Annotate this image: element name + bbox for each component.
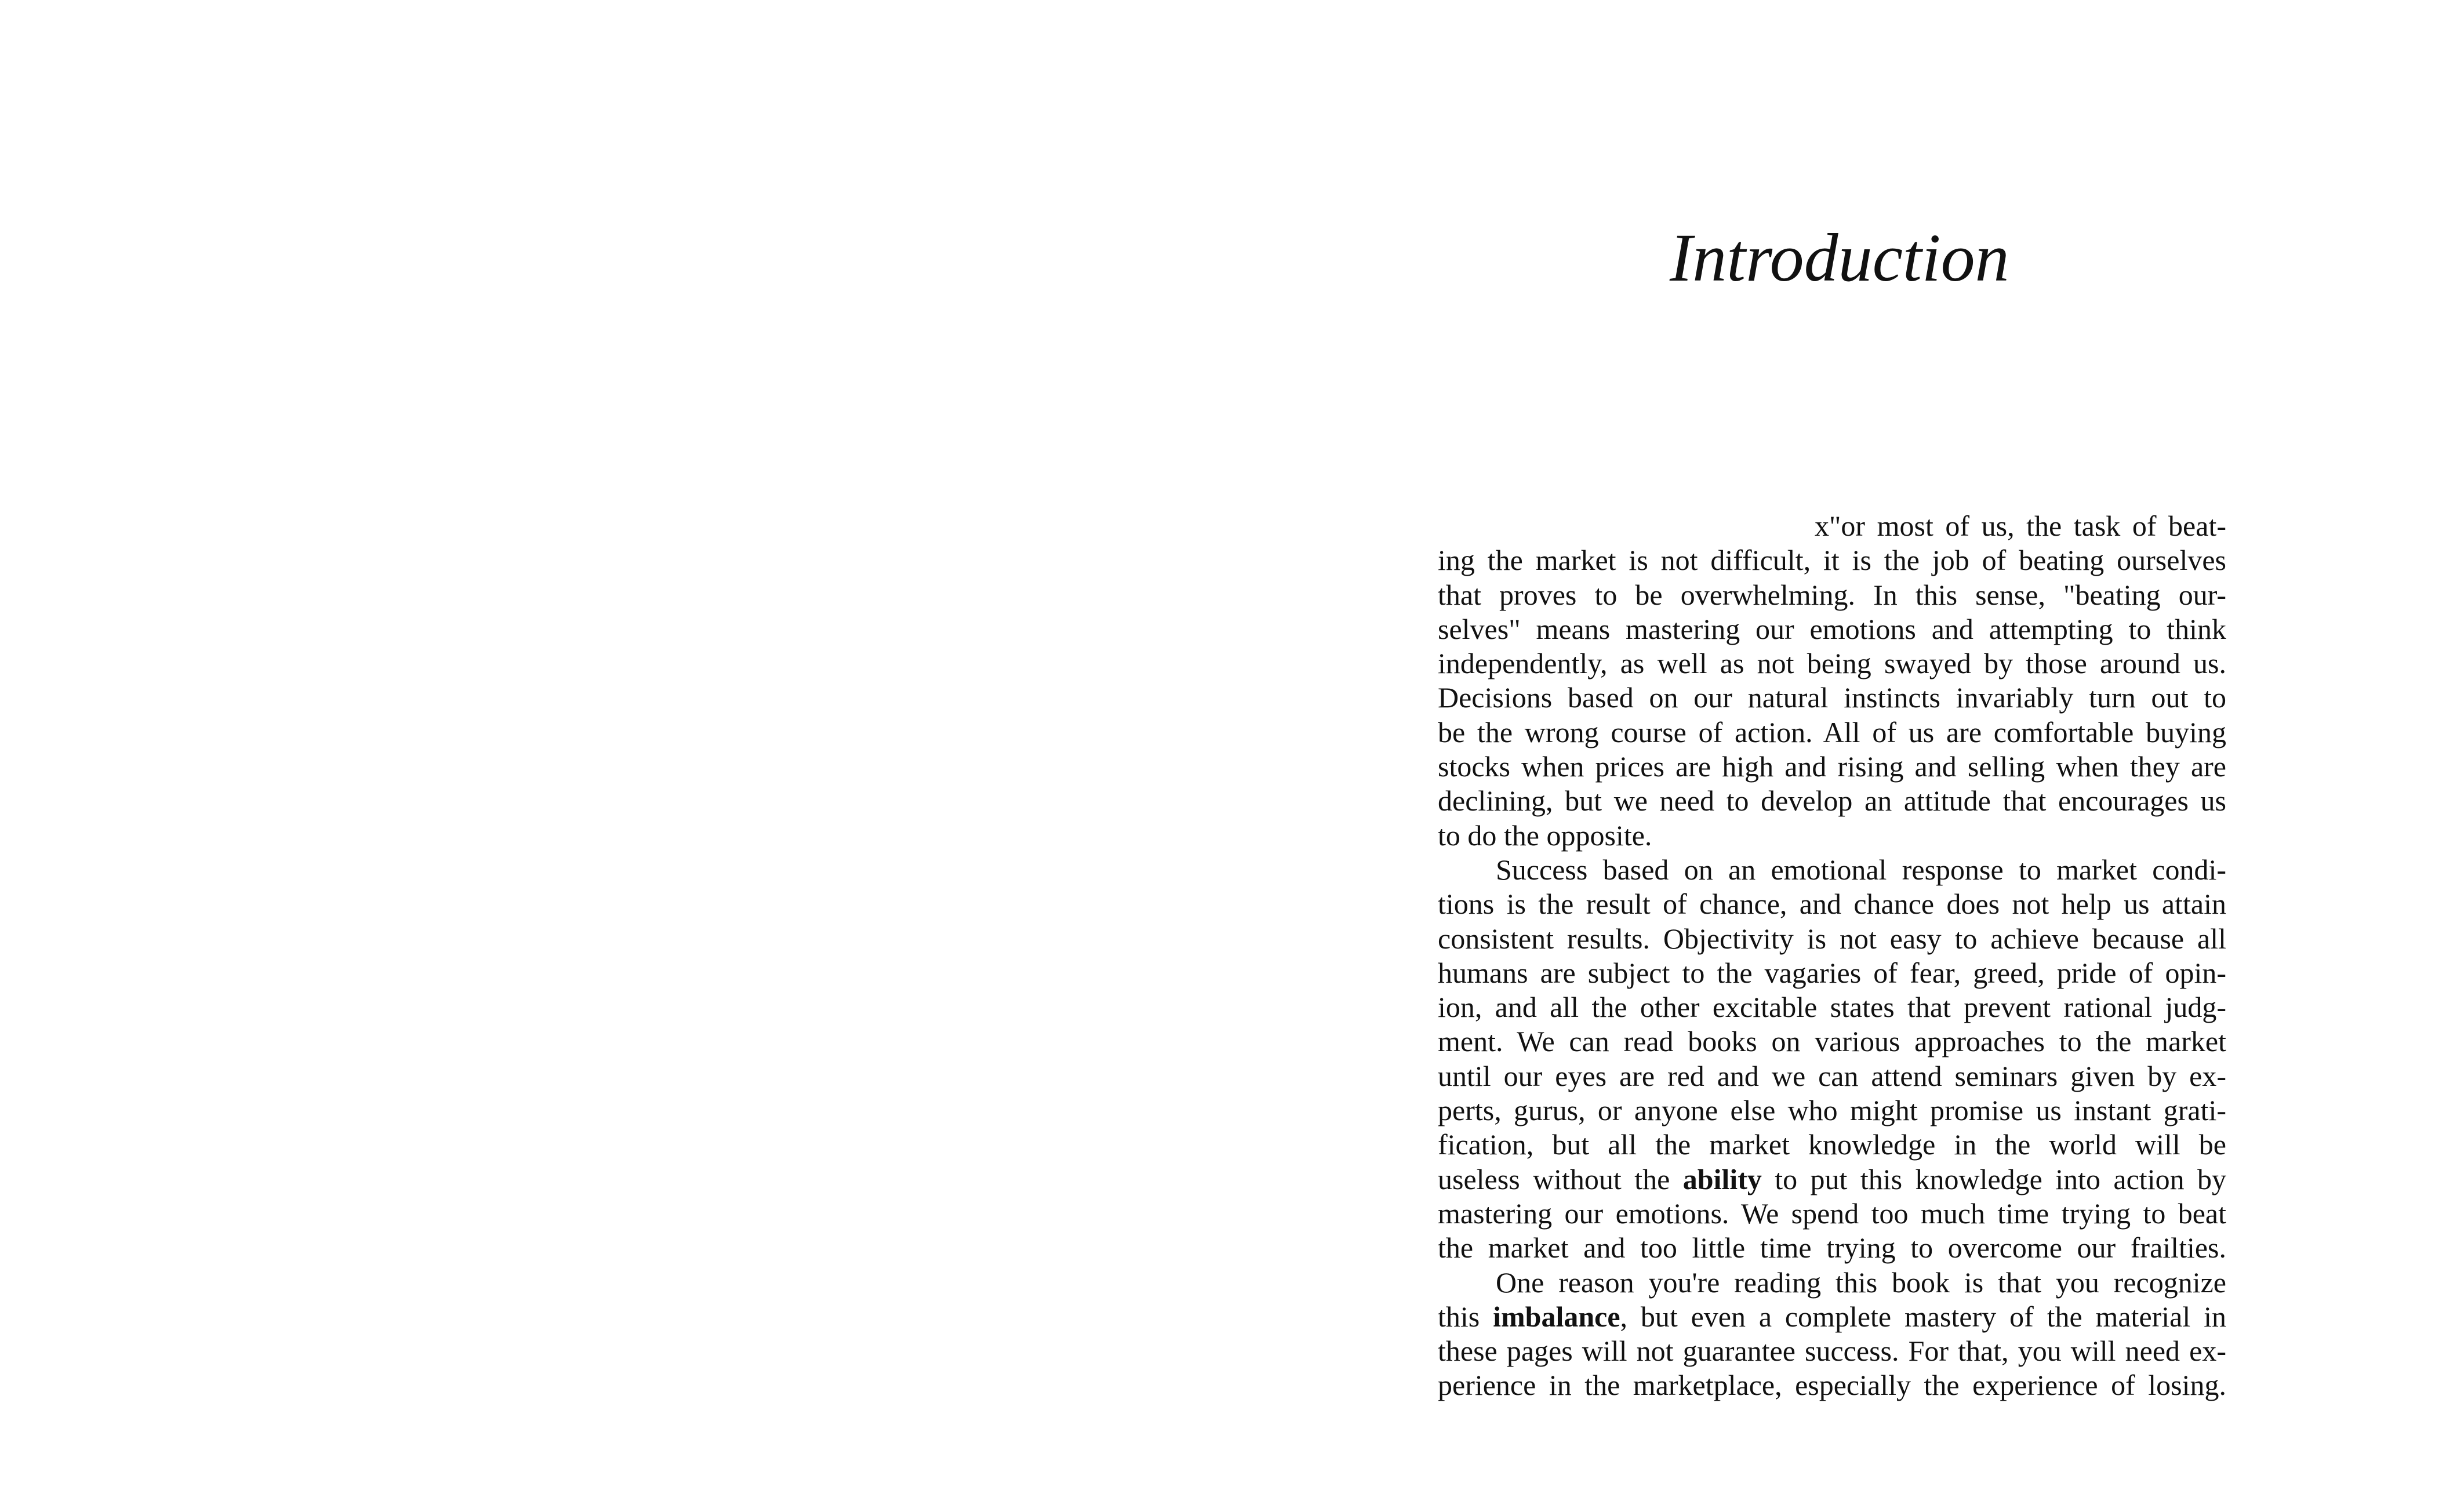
body-text [1438,509,2226,1403]
text-line: declining, but we need to develop an attitude that encourages us [1438,784,2226,817]
text-line: perts, gurus, or anyone else who might promise us instant grati- [1438,1094,2226,1127]
chapter-title: Introduction [1670,220,2009,296]
text-line: be the wrong course of action. All of us are comfortable buying [1438,715,2226,748]
text-line: humans are subject to the vagaries of fear, greed, pride of opin- [1438,956,2226,989]
text-line: selves" means mastering our emotions and attempting to think [1438,612,2226,645]
text-line: stocks when prices are high and rising and selling when they are [1438,750,2226,783]
bold-word-imbalance: imbalance [1493,1300,1620,1333]
text-line: x"or most of us, the task of beat- [1815,510,2226,542]
text-line: One reason you're reading this book is that you recognize [1496,1266,2226,1299]
text-line: until our eyes are red and we can attend seminars given by ex- [1438,1059,2226,1092]
line-segment: to put this knowledge into action by [1761,1162,2226,1195]
text-line: these pages will not guarantee success. For that, you will need ex- [1438,1335,2226,1368]
text-line: to do the opposite. [1438,819,1652,852]
text-line: fication, but all the market knowledge in the world will be [1438,1128,2226,1161]
text-line: ing the market is not difficult, it is the job of beating ourselves [1438,544,2226,577]
text-line: independently, as well as not being swayed by those around us. [1438,647,2226,680]
text-line: consistent results. Objectivity is not easy to achieve because all [1438,922,2226,955]
text-line: ion, and all the other excitable states that prevent rational judg- [1438,991,2226,1024]
line-segment: , but even a complete mastery of the material in [1620,1300,2226,1333]
text-line: Decisions based on our natural instincts invariably turn out to [1438,681,2226,714]
line-segment: this [1438,1300,1493,1333]
text-line: tions is the result of chance, and chance does not help us attain [1438,888,2226,921]
text-line [1438,1300,2226,1334]
text-line: Success based on an emotional response to market condi- [1496,853,2226,886]
text-line [1438,1162,2226,1197]
line-segment: useless without the [1438,1162,1683,1195]
text-line: the market and too little time trying to overcome our frailties. [1438,1231,2226,1264]
text-line: mastering our emotions. We spend too much time trying to beat [1438,1197,2226,1230]
text-line: that proves to be overwhelming. In this sense, "beating our- [1438,578,2226,611]
text-line: ment. We can read books on various approaches to the market [1438,1025,2226,1058]
text-line: perience in the marketplace, especially the experience of losing. [1438,1369,2226,1402]
bold-word-ability: ability [1682,1162,1762,1195]
left-blank-page [0,0,1228,1512]
